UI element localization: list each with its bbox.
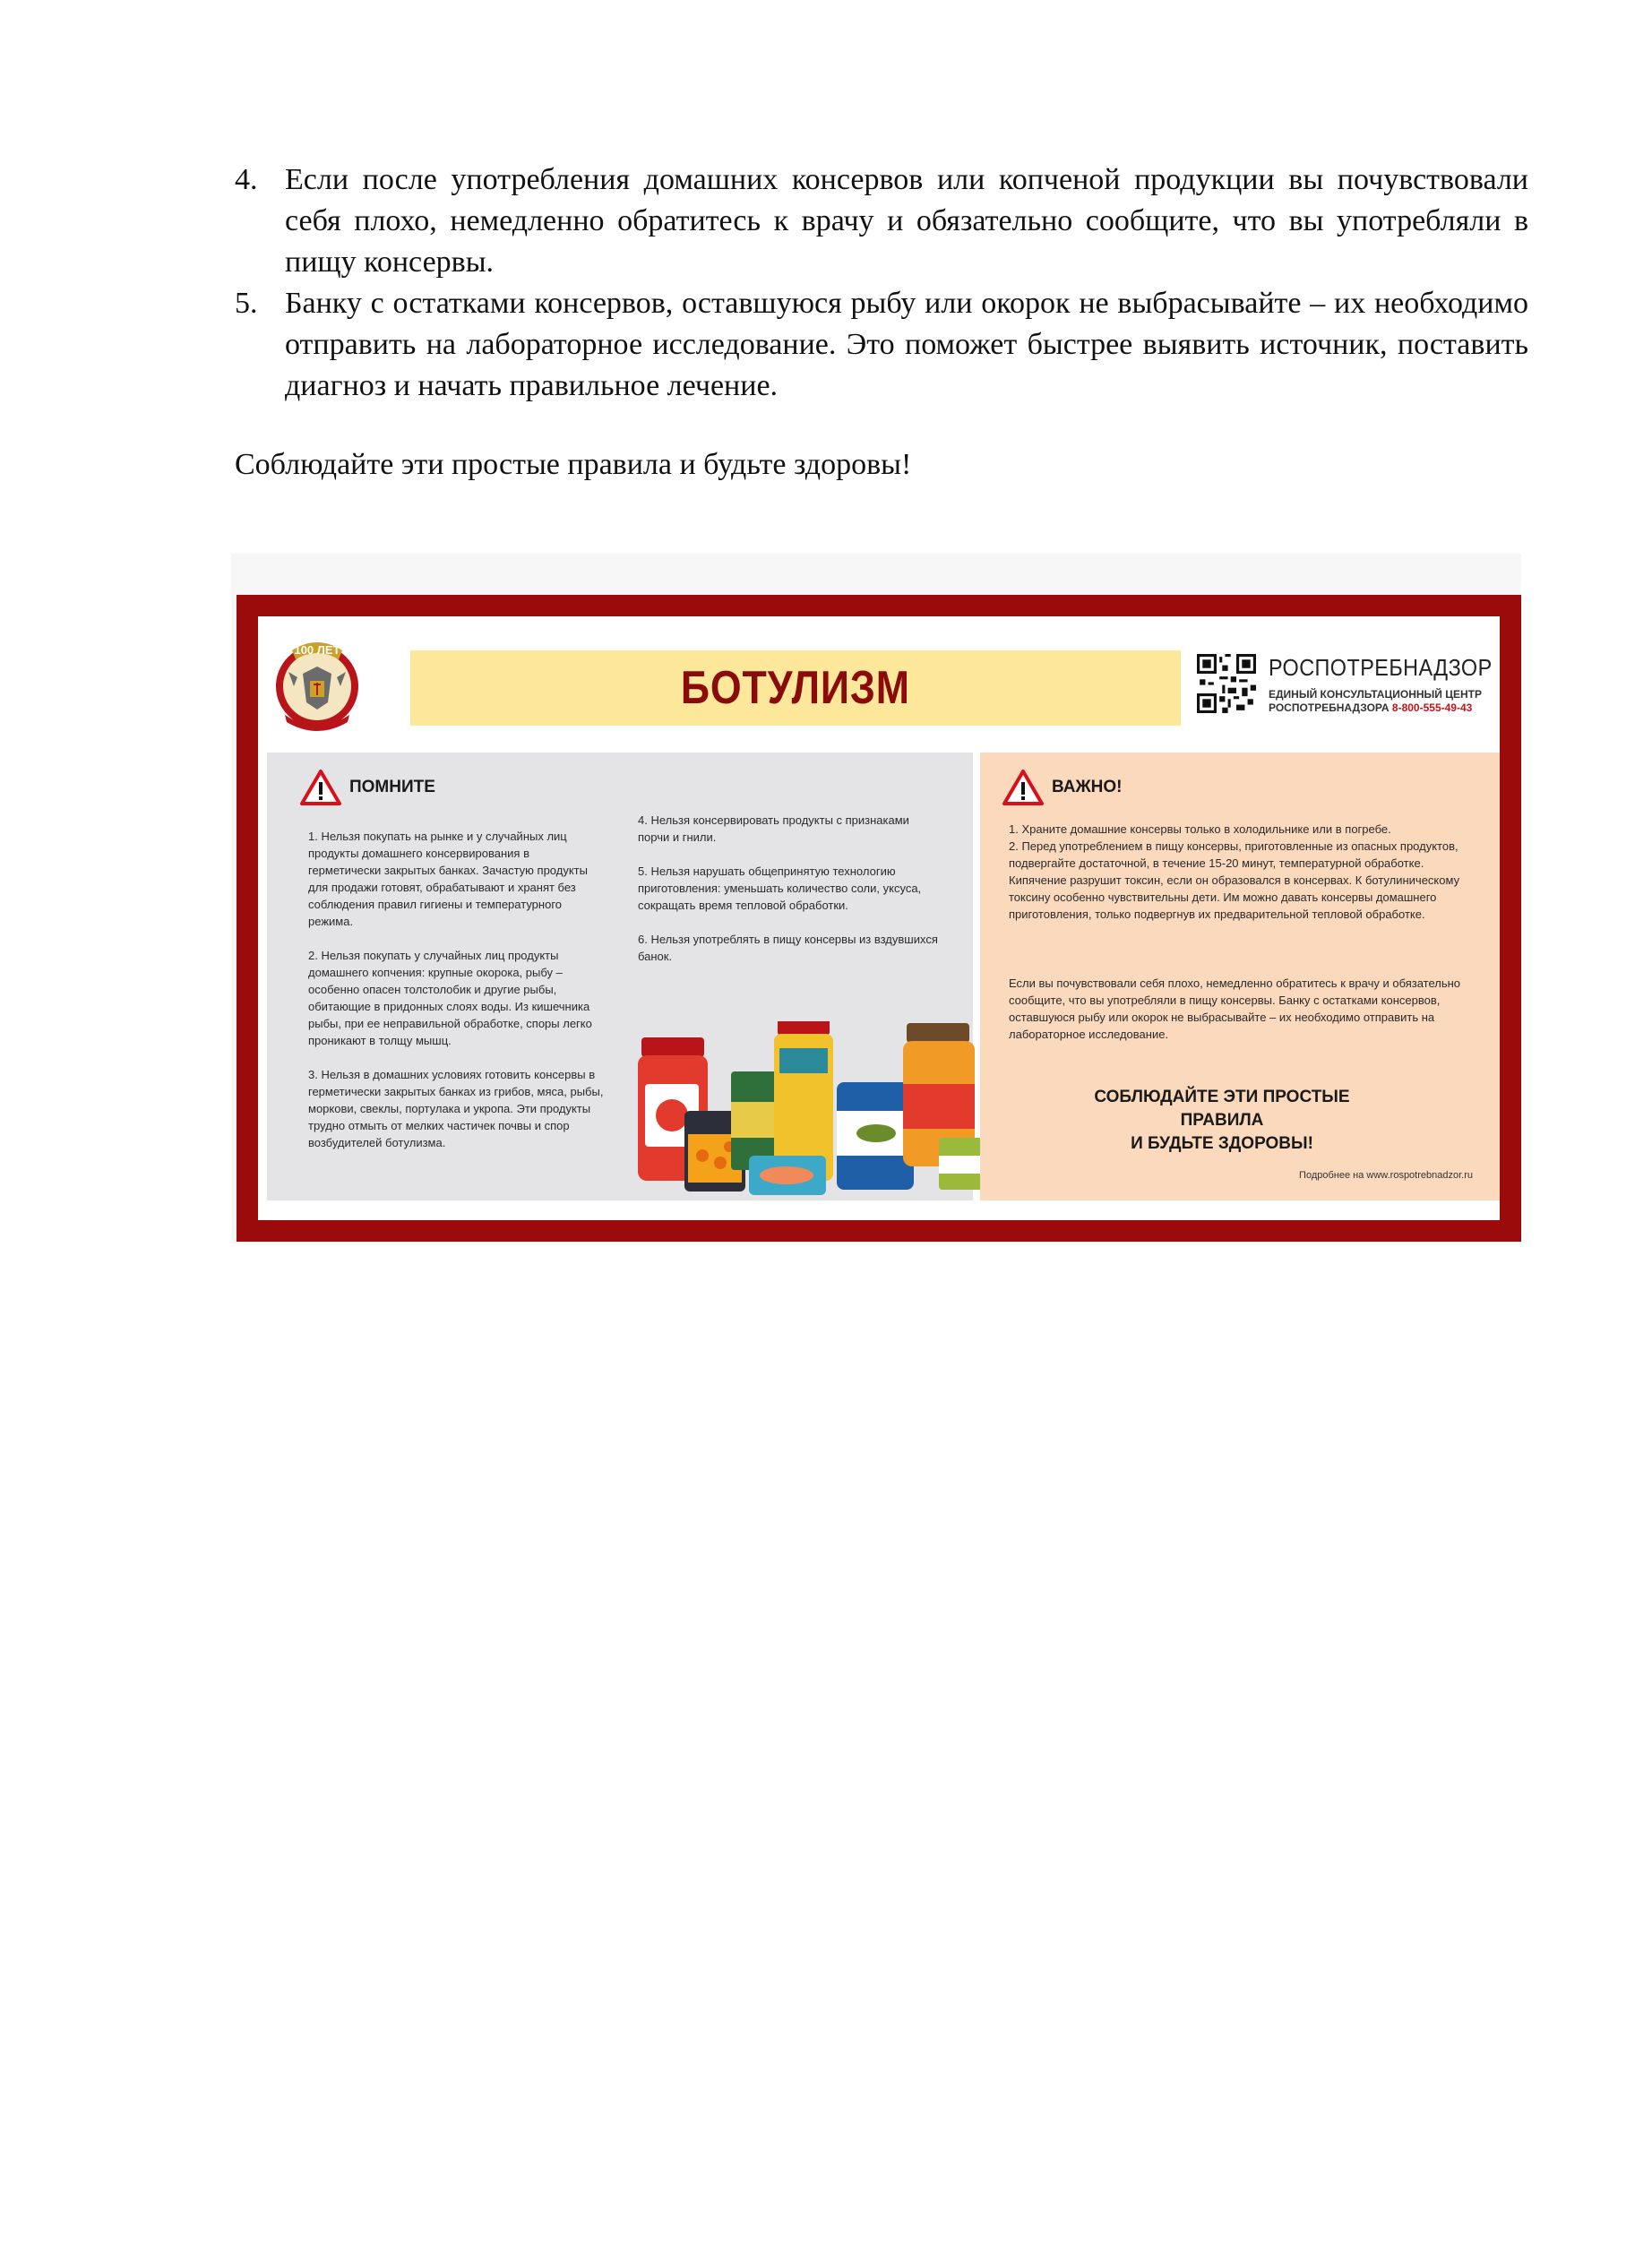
org-block: [1197, 654, 1493, 726]
qr-code-icon: [1197, 654, 1256, 713]
rule-item: 4. Нельзя консервировать продукты с признаками порчи и гнили.: [638, 813, 909, 844]
poster-inner: [258, 616, 1500, 1220]
emblem-icon: [272, 632, 362, 738]
remember-panel: [267, 753, 973, 1200]
warning-icon: [1002, 769, 1045, 806]
rule-item: 5. Нельзя нарушать общепринятую технологию приготовления: уменьшать количество соли, уксуса, сокращать время тепловой обработки.: [638, 865, 922, 912]
list-text: Если после употребления домашних консервов или копченой продукции вы почувствовали себя плохо, немедленно обратитесь к врачу и обязательно сообщите, что вы употребляли в пищу консервы.: [285, 163, 1528, 279]
important-text-2: Если вы почувствовали себя плохо, немедленно обратитесь к врачу и обязательно сообщите, что вы употребляли в пищу консервы. Банку с остатками консервов, оставшуюся рыбу или окорок не выбрасывайте – их необходимо отправить на лабораторное исследование.: [1009, 976, 1461, 1041]
warning-icon: [299, 769, 342, 806]
poster-title: БОТУЛИЗМ: [680, 662, 911, 714]
rule-item: 6. Нельзя употреблять в пищу консервы из вздувшихся банок.: [638, 933, 938, 963]
call-to-action: [1052, 1086, 1392, 1156]
remember-column-2: [638, 812, 942, 982]
more-info-text: Подробнее на www.rospotrebnadzor.ru: [1299, 1170, 1473, 1181]
title-band: [410, 650, 1181, 726]
important-heading: ВАЖНО!: [1052, 778, 1123, 796]
list-item: [235, 159, 1528, 283]
remember-column-1: [308, 828, 604, 1168]
remember-heading: ПОМНИТЕ: [349, 778, 435, 796]
rule-item: 1. Нельзя покупать на рынке и у случайных лиц продукты домашнего консервирования в герметически закрытых банках. Зачастую продукты для продажи готовят, обрабатывают и хранят без соблюдения правил гигиены и температурного режима.: [308, 830, 588, 928]
emblem-text: 100 ЛЕТ: [294, 643, 340, 657]
important-header: [1002, 769, 1123, 806]
cta-line1: СОБЛЮДАЙТЕ ЭТИ ПРОСТЫЕ ПРАВИЛА: [1094, 1088, 1350, 1130]
list-number: 5.: [235, 287, 258, 320]
important-text-1: 1. Храните домашние консервы только в холодильнике или в погребе. 2. Перед употреблением в пищу консервы, приготовленные из опасных продуктов, подвергайте достаточной, в течение 15-20 минут, температурной обработке. Кипячение разрушит токсин, если он образовался в консервах. К ботулиническому токсину особенно чувствительны дети. Им можно давать консервы домашнего приготовления, только подвергнув их предварительной тепловой обработке.: [1009, 822, 1460, 921]
cta-line2: И БУДЬТЕ ЗДОРОВЫ!: [1131, 1134, 1313, 1153]
list-number: 4.: [235, 163, 258, 196]
org-phone: 8-800-555-49-43: [1391, 701, 1473, 714]
list-text: Банку с остатками консервов, оставшуюся рыбу или окорок не выбрасывайте – их необходимо отправить на лабораторное исследование. Это поможет быстрее выявить источник, поставить диагноз и начать правильное лечение.: [285, 287, 1528, 402]
closing-sentence: Соблюдайте эти простые правила и будьте здоровы!: [235, 448, 912, 481]
important-panel: [980, 753, 1500, 1200]
org-sub-line2: [1269, 701, 1482, 715]
list-item: [235, 283, 1528, 407]
rule-item: 3. Нельзя в домашних условиях готовить консервы в герметически закрытых банках из грибов, мяса, рыбы, моркови, свеклы, портулака и укропа. Эти продукты трудно отмыть от мелких частичек почвы и спор возбудителей ботулизма.: [308, 1068, 604, 1149]
remember-header: [299, 769, 435, 806]
botulism-poster: [237, 595, 1521, 1242]
org-sub-line2-text: РОСПОТРЕБНАДЗОРА: [1269, 701, 1390, 714]
org-sub-line1: ЕДИНЫЙ КОНСУЛЬТАЦИОННЫЙ ЦЕНТР: [1269, 688, 1482, 701]
numbered-list: [235, 159, 1528, 407]
org-subtitle: [1269, 688, 1482, 715]
org-name: РОСПОТРЕБНАДЗОР: [1269, 654, 1493, 681]
rule-item: 2. Нельзя покупать у случайных лиц продукты домашнего копчения: крупные окорока, рыбу – особенно опасен толстолобик и другие рыбы, обитающие в придонных слоях воды. Из кишечника рыбы, при ее неправильной обработке, споры легко проникают в толщу мышц.: [308, 949, 592, 1047]
